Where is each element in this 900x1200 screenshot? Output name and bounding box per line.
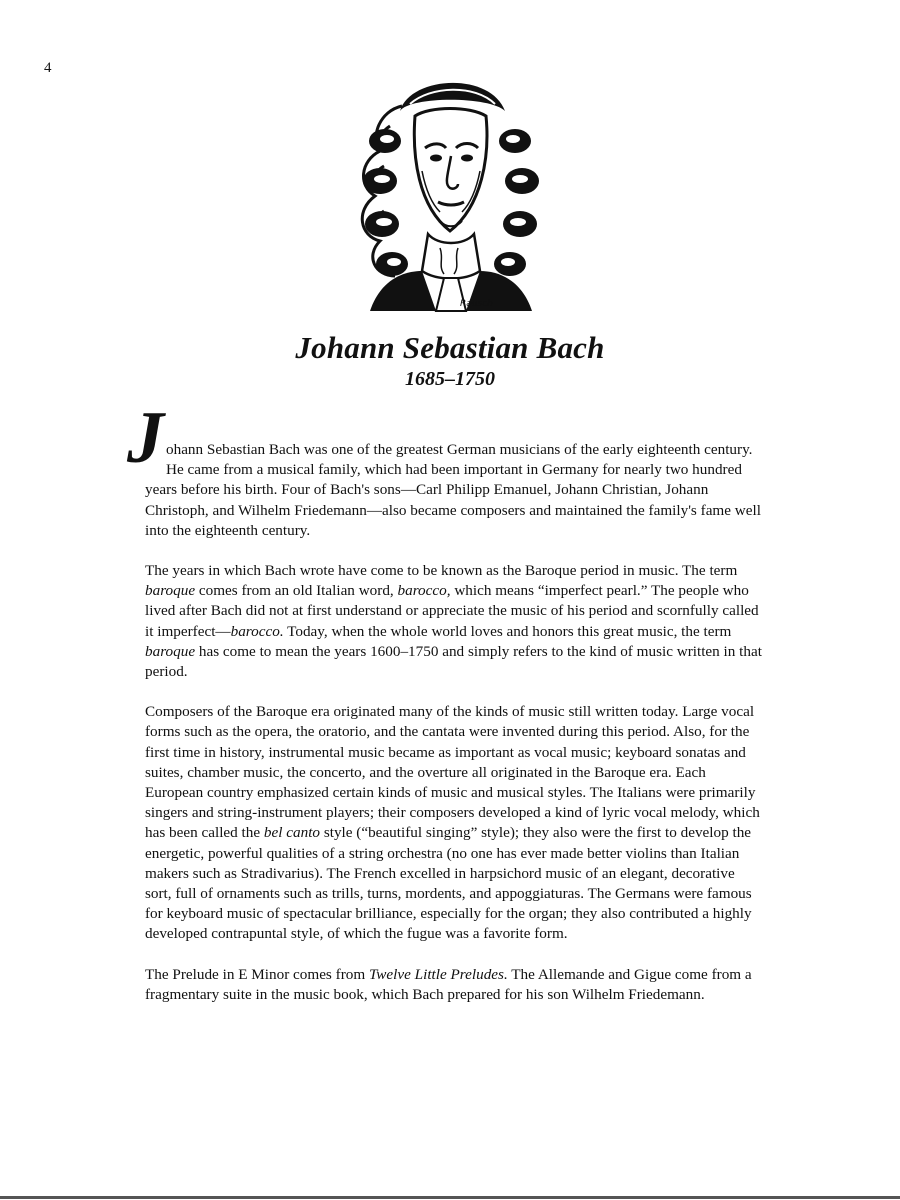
paragraph-text: ohann Sebastian Bach was one of the greatest German musicians of the early eighteenth century. He came from a musical family, which had been important in Germany for nearly two hundred years before his birth. Four of Bach's sons—Carl Philipp Emanuel, Johann Christian, Johann Christoph, and Wilhelm Friedemann—also became composers and maintained the family's fame well into the eighteenth century. [145, 441, 761, 539]
lifespan-dates: 1685–1750 [405, 368, 495, 390]
composer-portrait [340, 66, 562, 316]
text-run: Today, when the whole world loves and honors this great music, the term [283, 622, 732, 640]
text-run: The Allemande and Gigue come from a fragmentary suite in the music book, which Bach prepared for his son Wilhelm Friedemann. [145, 965, 752, 1003]
page-title: Johann Sebastian Bach [295, 330, 605, 365]
paragraph-baroque-composers [145, 702, 765, 944]
page-bottom-edge [0, 1196, 900, 1199]
text-run: style (“beautiful singing” style); they also were the first to develop the energetic, powerful qualities of a string orchestra (no one has ever made better violins than Italian makers such as Stradivarius). The French excelled in harpsichord music of an elegant, decorative sort, full of ornaments such as trills, turns, mordents, and appoggiaturas. The Germans were famous for keyboard music of spectacular brilliance, especially for the organ; they also contributed a highly developed contrapuntal style, of which the fugue was a favorite form. [145, 824, 752, 943]
text-run: The years in which Bach wrote have come to be known as the Baroque period in music. The term [145, 562, 738, 580]
svg-text:Rausch: Rausch [460, 299, 493, 309]
text-run: which means “imperfect pearl.” The people who lived after Bach did not at first understand or appreciate the music of his period and scornfully called it imperfect— [145, 582, 759, 640]
text-run: The Prelude in E Minor comes from [145, 965, 369, 983]
italic-title: Twelve Little Preludes. [368, 965, 508, 983]
italic-term: baroque [145, 582, 196, 600]
text-run: comes from an old Italian word, [195, 582, 398, 600]
italic-term: barocco, [397, 582, 451, 600]
italic-term: barocco. [230, 622, 284, 640]
paragraph-prelude [145, 965, 765, 1005]
article-body [127, 397, 765, 1025]
composer-portrait-icon [340, 66, 562, 316]
drop-cap: J [127, 397, 164, 479]
paragraph-baroque-period [145, 561, 765, 682]
italic-term: bel canto [263, 824, 321, 842]
paragraph-intro [127, 397, 765, 541]
page-number: 4 [44, 60, 52, 76]
text-run: Composers of the Baroque era originated many of the kinds of music still written today. Large vocal forms such as the opera, the oratorio, and the cantata were invented during this period. Also, for the first time in history, instrumental music became as important as vocal music; keyboard sonatas and suites, chamber music, the concerto, and the overture all originated in the Baroque era. Each European country emphasized certain kinds of music and musical styles. The Italians were primarily singers and string-instrument players; their composers developed a kind of lyric vocal melody, which has been called the [145, 703, 760, 842]
italic-term: baroque [145, 642, 196, 660]
text-run: has come to mean the years 1600–1750 and simply refers to the kind of music written in that period. [145, 642, 762, 681]
